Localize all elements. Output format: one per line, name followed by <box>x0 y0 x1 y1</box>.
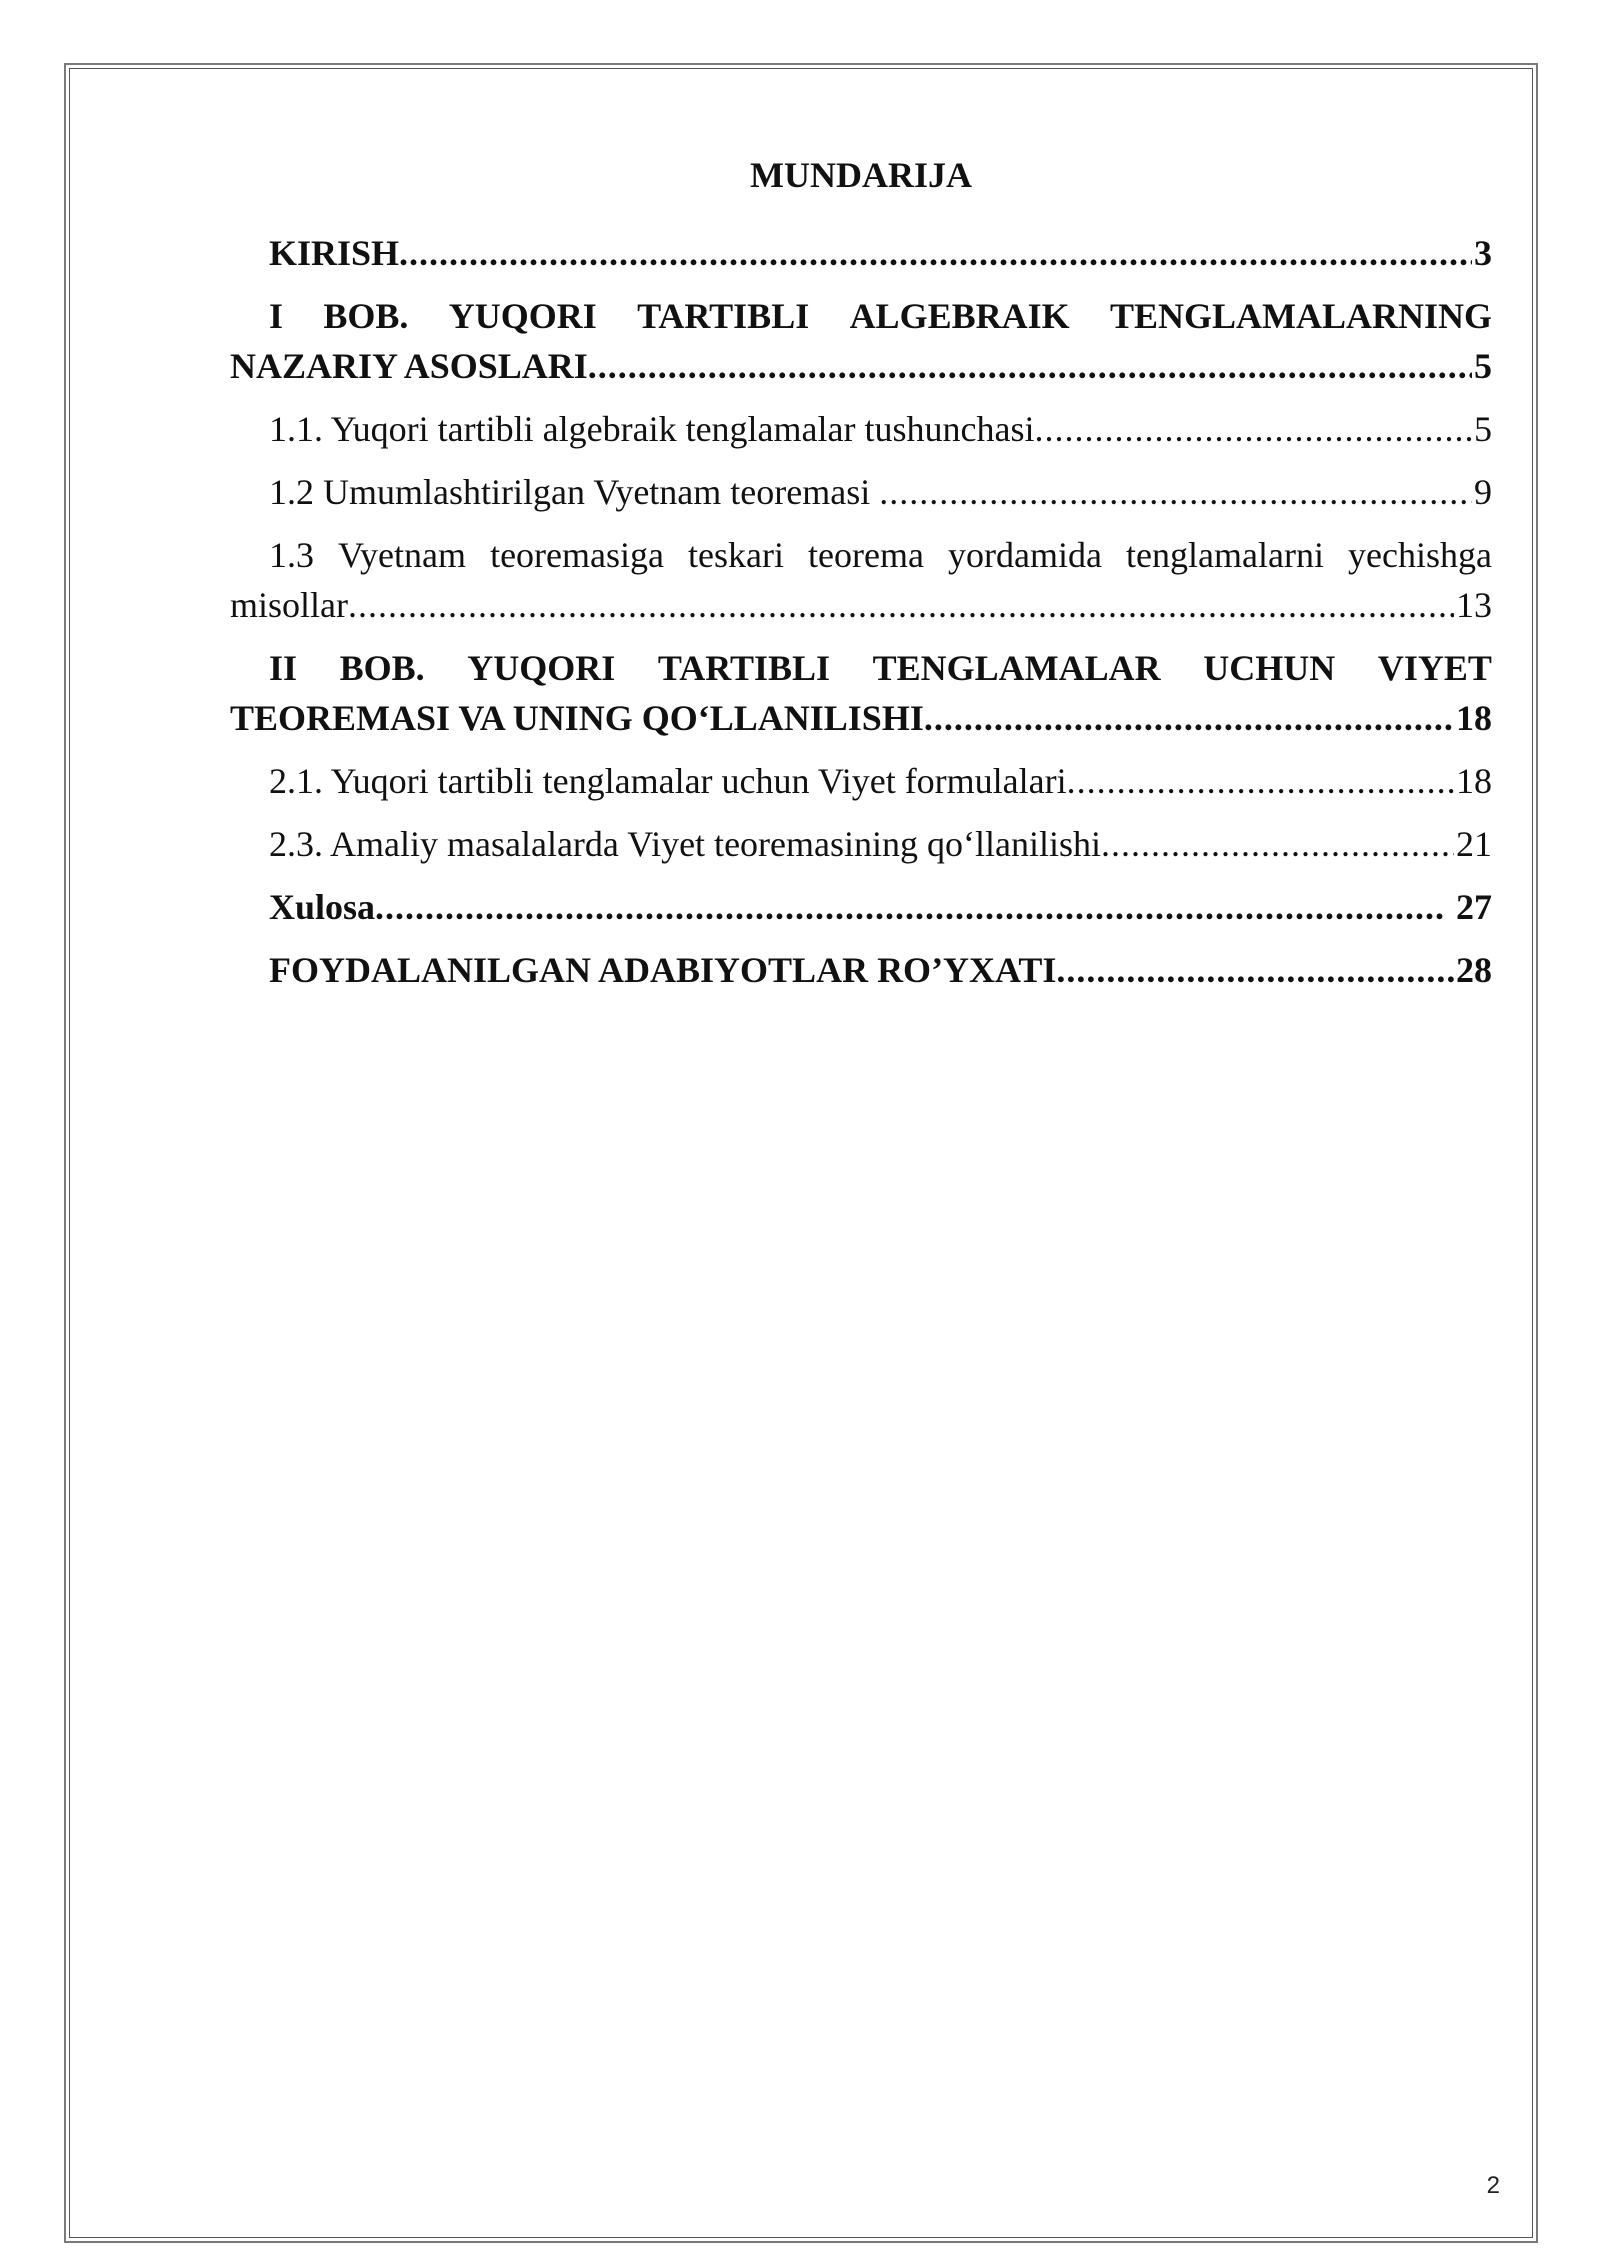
toc-entry-label: 1.1. Yuqori tartibli algebraik tenglamalar tushunchasi <box>269 409 1035 449</box>
toc-entry-page: 18 <box>1456 761 1492 801</box>
dot-leader <box>879 467 1472 517</box>
toc-entry-page: 9 <box>1474 472 1492 512</box>
table-of-contents <box>230 150 1492 1008</box>
dot-leader <box>375 882 1445 932</box>
toc-entry-label-line2: misollar <box>230 585 348 625</box>
page-number: 2 <box>1486 2172 1500 2199</box>
toc-entry-label: 1.2 Umumlashtirilgan Vyetnam teoremasi <box>269 472 880 512</box>
toc-entry-section-1-1[interactable] <box>230 404 1492 454</box>
toc-entry-label-line2: NAZARIY ASOSLARI <box>230 346 588 386</box>
dot-leader <box>1067 756 1454 806</box>
toc-entry-page: 28 <box>1456 950 1492 990</box>
toc-entry-label-line2: TEOREMASI VA UNING QO‘LLANILISHI <box>230 698 924 738</box>
toc-entry-kirish[interactable] <box>230 228 1492 278</box>
toc-entry-label: FOYDALANILGAN ADABIYOTLAR RO’YXATI <box>269 950 1057 990</box>
dot-leader <box>588 341 1472 391</box>
toc-entry-page: 27 <box>1447 887 1492 927</box>
toc-entry-page: 3 <box>1474 233 1492 273</box>
dot-leader <box>1101 819 1454 869</box>
dot-leader <box>924 693 1454 743</box>
toc-entry-xulosa[interactable] <box>230 882 1492 932</box>
toc-entry-label-line1: II BOB. YUQORI TARTIBLI TENGLAMALAR UCHUN VIYET <box>269 648 1492 688</box>
dot-leader <box>348 580 1454 630</box>
toc-entry-label: Xulosa <box>269 887 376 927</box>
toc-entry-page: 5 <box>1474 346 1492 386</box>
toc-entry-label-line1: I BOB. YUQORI TARTIBLI ALGEBRAIK TENGLAMALARNING <box>269 296 1492 336</box>
toc-entry-section-1-3[interactable] <box>230 530 1492 630</box>
dot-leader <box>1034 404 1472 454</box>
toc-entry-references[interactable] <box>230 945 1492 995</box>
toc-entry-section-1-2[interactable] <box>230 467 1492 517</box>
toc-entry-label-line1: 1.3 Vyetnam teoremasiga teskari teorema yordamida tenglamalarni yechishga <box>269 535 1492 575</box>
toc-entry-label: 2.1. Yuqori tartibli tenglamalar uchun Viyet formulalari <box>269 761 1067 801</box>
toc-entry-page: 5 <box>1474 409 1492 449</box>
toc-entry-chapter-2[interactable] <box>230 643 1492 743</box>
toc-entry-label: 2.3. Amaliy masalalarda Viyet teoremasining qo‘llanilishi <box>269 824 1101 864</box>
dot-leader <box>399 228 1472 278</box>
dot-leader <box>1056 945 1454 995</box>
toc-title: MUNDARIJA <box>750 155 972 195</box>
toc-entry-page: 21 <box>1456 824 1492 864</box>
toc-entry-label: KIRISH <box>269 233 400 273</box>
toc-entry-page: 13 <box>1456 585 1492 625</box>
toc-entry-page: 18 <box>1456 698 1492 738</box>
toc-entry-section-2-1[interactable] <box>230 756 1492 806</box>
toc-entry-chapter-1[interactable] <box>230 291 1492 391</box>
toc-entry-section-2-3[interactable] <box>230 819 1492 869</box>
